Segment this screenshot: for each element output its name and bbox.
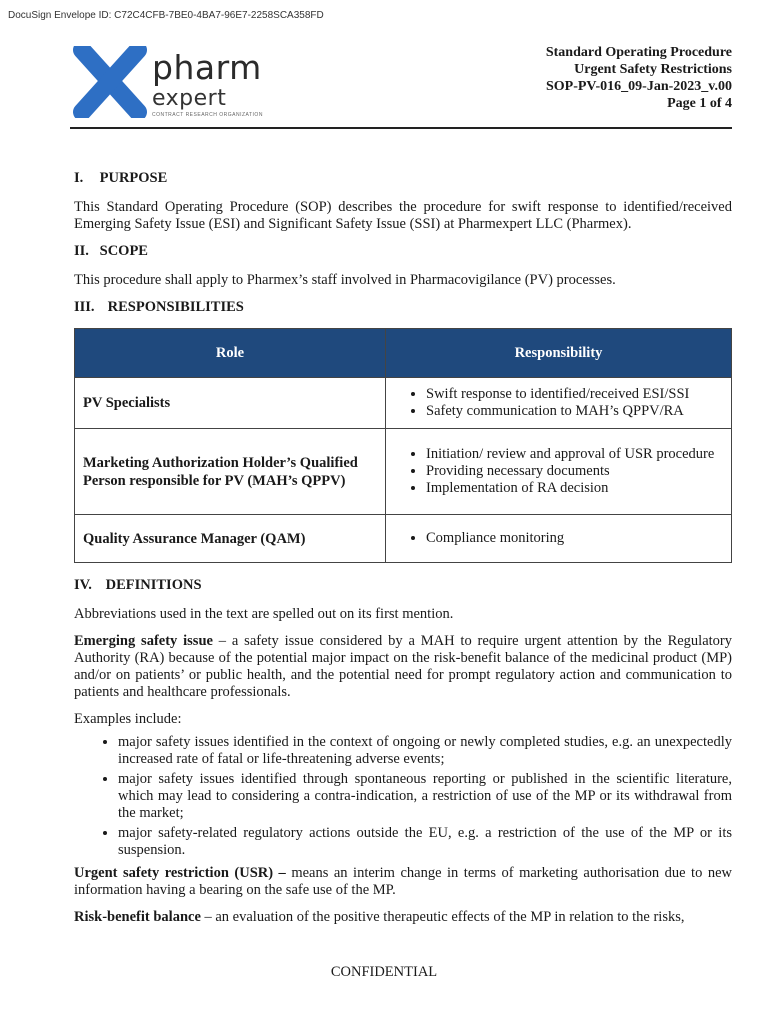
column-header-responsibility: Responsibility <box>386 329 732 378</box>
x-logo-icon <box>72 46 148 118</box>
responsibility-item: • Compliance monitoring <box>426 530 723 547</box>
header-page-number: Page 1 of 4 <box>667 96 732 111</box>
role-cell: PV Specialists <box>75 378 386 429</box>
document-body <box>74 170 732 936</box>
table-row <box>75 515 732 563</box>
logo-tagline: CONTRACT RESEARCH ORGANIZATION <box>152 112 263 118</box>
section-heading-scope: II. SCOPE <box>74 243 148 259</box>
responsibility-item: • Swift response to identified/received ESI/SSI <box>426 386 723 403</box>
section-heading-responsibilities: III. RESPONSIBILITIES <box>74 299 244 315</box>
definition-esi: Emerging safety issue – a safety issue considered by a MAH to require urgent attention by the Regulatory Authority (RA) because of the potential major impact on the risk-benefit balance of the medicinal product (MP) and/or on patients’ or public health, and the potential need for prompt regulatory action and communication to patients and healthcare professionals. <box>74 633 732 700</box>
definitions-intro: Abbreviations used in the text are spelled out on its first mention. <box>74 606 454 622</box>
table-row <box>75 378 732 429</box>
section-definitions <box>74 577 732 926</box>
responsibility-cell <box>386 515 732 563</box>
responsibility-item: • Safety communication to MAH’s QPPV/RA <box>426 403 723 420</box>
list-item: • major safety issues identified in the context of ongoing or newly completed studies, e.g. an unexpectedly increased rate of fatal or life-threatening adverse events; <box>118 734 732 768</box>
footer-confidential: CONFIDENTIAL <box>330 964 438 980</box>
logo-text-pharm: pharm <box>152 48 262 87</box>
responsibility-item: • Initiation/ review and approval of USR procedure <box>426 446 723 463</box>
role-cell: Marketing Authorization Holder’s Qualified Person responsible for PV (MAH’s QPPV) <box>75 429 386 515</box>
header-doc-code: SOP-PV-016_09-Jan-2023_v.00 <box>545 79 732 94</box>
list-item: • major safety issues identified through spontaneous reporting or published in the scientific literature, which may lead to considering a contra-indication, a restriction of use of the MP or its withdrawal from the market; <box>118 771 732 822</box>
definition-usr: Urgent safety restriction (USR) – means an interim change in terms of marketing authorisation due to new information having a bearing on the safe use of the MP. <box>74 865 732 898</box>
responsibility-cell <box>386 378 732 429</box>
section-responsibilities <box>74 299 732 563</box>
section-heading-definitions: IV. DEFINITIONS <box>74 577 202 593</box>
table-row <box>75 429 732 515</box>
header-doc-type: Standard Operating Procedure <box>545 45 732 60</box>
definition-risk-benefit: Risk-benefit balance – an evaluation of the positive therapeutic effects of the MP in relation to the risks, <box>74 909 685 925</box>
responsibilities-table <box>74 328 732 563</box>
section-scope <box>74 243 732 289</box>
examples-label: Examples include: <box>74 711 182 727</box>
examples-list <box>74 734 732 859</box>
responsibility-item: • Providing necessary documents <box>426 463 723 480</box>
pharmexpert-logo <box>72 46 272 122</box>
header-doc-title: Urgent Safety Restrictions <box>574 62 732 77</box>
purpose-text: This Standard Operating Procedure (SOP) describes the procedure for swift response to identified/received Emerging Safety Issue (ESI) and Significant Safety Issue (SSI) at Pharmexpert LLC (Pharmex). <box>74 199 732 232</box>
header-divider <box>70 127 732 129</box>
section-purpose <box>74 170 732 233</box>
document-header <box>546 44 732 112</box>
section-heading-purpose: I. PURPOSE <box>74 170 168 186</box>
definition-term: Risk-benefit balance <box>74 909 201 925</box>
definition-term: Emerging safety issue <box>74 633 213 649</box>
scope-text: This procedure shall apply to Pharmex’s staff involved in Pharmacovigilance (PV) processes. <box>74 272 616 288</box>
definition-term: Urgent safety restriction (USR) – <box>74 865 286 881</box>
column-header-role: Role <box>75 329 386 378</box>
logo-text-expert: expert <box>152 86 227 111</box>
responsibility-cell <box>386 429 732 515</box>
list-item: • major safety-related regulatory actions outside the EU, e.g. a restriction of the use of the MP or its suspension. <box>118 825 732 859</box>
role-cell: Quality Assurance Manager (QAM) <box>75 515 386 563</box>
responsibility-item: • Implementation of RA decision <box>426 480 723 497</box>
docusign-envelope-id: DocuSign Envelope ID: C72C4CFB-7BE0-4BA7-96E7-2258SCA358FD <box>8 10 324 21</box>
